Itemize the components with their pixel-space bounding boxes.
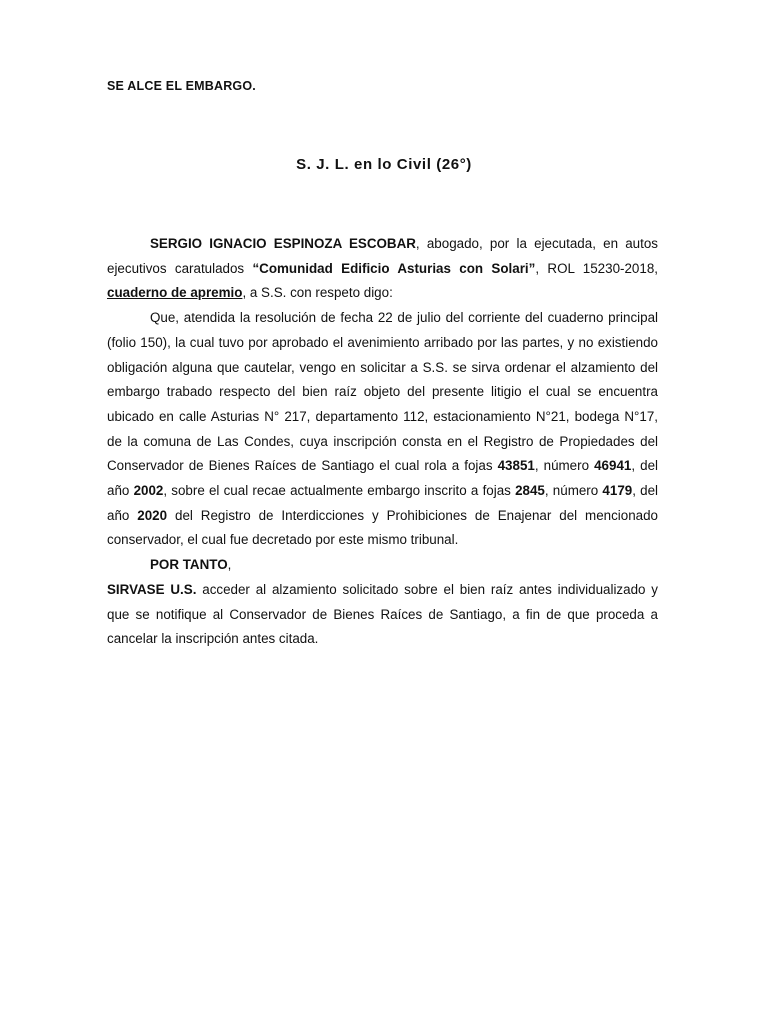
que-text-3: , del año xyxy=(107,458,659,499)
intro-text-2: , ROL 15230-2018, xyxy=(535,260,658,276)
numero-2: 4179 xyxy=(602,483,633,499)
cuaderno-label: cuaderno de apremio xyxy=(107,285,243,301)
sirvase-label: SIRVASE U.S. xyxy=(107,581,197,597)
que-text-4: , sobre el cual recae actualmente embargo inscrito a fojas xyxy=(163,483,516,499)
que-text-6: , del año xyxy=(107,483,659,523)
anio-1: 2002 xyxy=(133,483,164,499)
anio-2: 2020 xyxy=(137,507,168,523)
que-text-2: , número xyxy=(534,458,595,474)
por-tanto-paragraph xyxy=(107,553,658,578)
por-tanto-label: POR TANTO xyxy=(150,557,228,573)
court-heading: S. J. L. en lo Civil (26°) xyxy=(296,156,472,173)
intro-text-3: , a S.S. con respeto digo: xyxy=(242,285,393,301)
que-text-1: Que, atendida la resolución de fecha 22 de julio del corriente del cuaderno principal (folio 150), la cual tuvo por aprobado el avenimiento arribado por las partes, y no existiendo obligación alguna que cautelar, vengo en solicitar a S.S. se sirva ordenar el alzamiento del embargo trabado respecto del bien raíz objeto del presente litigio el cual se encuentra ubicado en calle Asturias N° 217, departamento 112, estacionamiento N°21, bodega N°17, de la comuna de Las Condes, cuya inscripción consta en el Registro de Propiedades del Conservador de Bienes Raíces de Santiago el cual rola a fojas xyxy=(107,310,658,474)
por-tanto-comma: , xyxy=(227,557,232,573)
que-text-5: , número xyxy=(544,483,603,499)
case-title: “Comunidad Edificio Asturias con Solari” xyxy=(252,260,536,276)
sirvase-paragraph xyxy=(107,578,658,652)
document-body xyxy=(107,232,658,652)
numero-1: 46941 xyxy=(594,458,632,474)
que-text-7: del Registro de Interdicciones y Prohibiciones de Enajenar del mencionado conservador, el cual fue decretado por este mismo tribunal. xyxy=(107,507,659,548)
intro-paragraph xyxy=(107,232,658,306)
intro-text-1: , abogado, por la ejecutada, en autos ejecutivos caratulados xyxy=(107,236,658,276)
sumilla-heading: SE ALCE EL EMBARGO. xyxy=(107,79,256,93)
sirvase-text: acceder al alzamiento solicitado sobre el bien raíz antes individualizado y que se notifique al Conservador de Bienes Raíces de Santiago, a fin de que proceda a cancelar la inscripción antes citada. xyxy=(107,581,658,647)
lawyer-name: SERGIO IGNACIO ESPINOZA ESCOBAR xyxy=(150,236,416,251)
que-paragraph xyxy=(107,306,658,553)
fojas-2: 2845 xyxy=(515,483,545,499)
fojas-1: 43851 xyxy=(497,458,535,474)
